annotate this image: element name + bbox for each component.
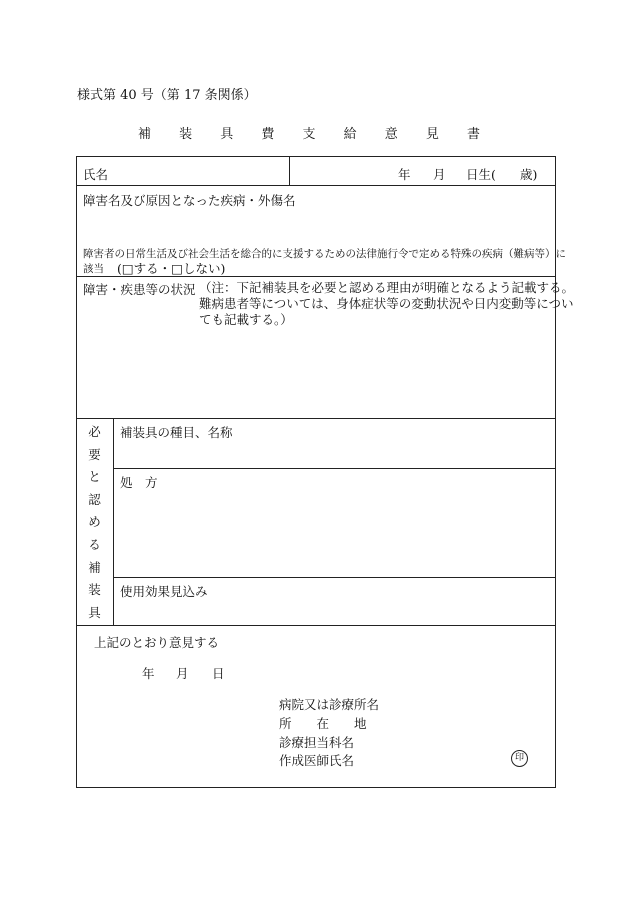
form-number: 様式第 40 号（第 17 条関係） — [77, 88, 257, 103]
vertical-char: 必 — [88, 424, 101, 440]
seal-icon: 印 — [511, 750, 528, 767]
row-divider-condition — [76, 418, 556, 419]
age-label: 歳) — [520, 167, 538, 182]
form-title: 補 装 具 費 支 給 意 見 書 — [137, 127, 493, 142]
birth-month-label: 月 — [433, 167, 446, 182]
date-month-label: 月 — [176, 666, 189, 681]
vertical-char: 補 — [88, 559, 101, 575]
vertical-char: 認 — [88, 491, 101, 507]
condition-label: 障害・疾患等の状況 — [83, 282, 196, 297]
row-divider-device-type — [113, 468, 556, 469]
vertical-char: 要 — [88, 446, 101, 462]
vertical-char: 装 — [88, 582, 101, 598]
opinion-statement: 上記のとおり意見する — [94, 635, 220, 650]
effect-label: 使用効果見込み — [120, 584, 208, 599]
intractable-applicable-label: 該当 — [83, 263, 104, 275]
col-divider-device — [113, 418, 114, 625]
date-day-label: 日 — [212, 666, 225, 681]
row-divider-name — [76, 185, 556, 186]
vertical-char: 具 — [88, 604, 101, 620]
required-device-vertical-label — [76, 418, 113, 625]
department-label: 診療担当科名 — [279, 735, 355, 750]
name-label: 氏名 — [83, 167, 109, 182]
hospital-name-label: 病院又は診療所名 — [279, 697, 380, 712]
row-divider-prescription — [113, 577, 556, 578]
address-label: 所 在 地 — [279, 716, 367, 731]
prescription-label: 処 方 — [120, 475, 158, 490]
birth-day-label: 日生( — [466, 167, 496, 182]
birth-year-label: 年 — [398, 167, 411, 182]
intractable-disease-text: 障害者の日常生活及び社会生活を総合的に支援するための法律施行令で定める特殊の疾病（難病等）に — [83, 248, 566, 260]
condition-note-line3: ても記載する。） — [199, 312, 293, 327]
intractable-checkbox-options[interactable]: (□する・□しない) — [117, 261, 226, 276]
device-type-label: 補装具の種目、名称 — [120, 425, 233, 440]
condition-note-line1: （注：下記補装具を必要と認める理由が明確となるよう記載する。 — [199, 280, 575, 295]
row-divider-device — [76, 625, 556, 626]
doctor-name-label: 作成医師氏名 — [279, 753, 355, 768]
vertical-char: め — [88, 514, 101, 530]
disability-label: 障害名及び原因となった疾病・外傷名 — [83, 193, 296, 208]
vertical-char: る — [88, 537, 101, 552]
condition-note-line2: 難病患者等については、身体症状等の変動状況や日内変動等につい — [199, 296, 574, 311]
col-divider-name — [289, 156, 290, 185]
date-year-label: 年 — [142, 666, 155, 681]
vertical-char: と — [88, 469, 101, 485]
